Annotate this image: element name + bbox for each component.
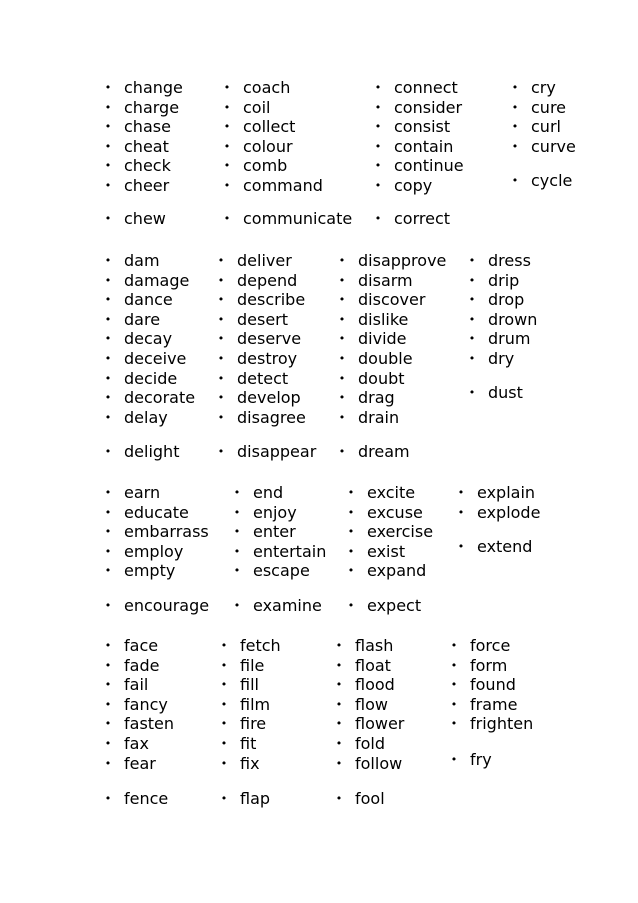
word-item: chase (124, 117, 171, 137)
word-item: fit (240, 734, 257, 753)
bullet-icon: • (223, 179, 231, 192)
bullet-icon: • (104, 391, 112, 405)
word-item: damage (124, 270, 190, 290)
word-item: enter (253, 522, 296, 542)
bullet-icon: • (223, 100, 231, 114)
bullet-icon: • (104, 544, 112, 558)
bullet-icon: • (217, 391, 225, 405)
bullet-icon: • (217, 273, 225, 287)
word-item: cheat (124, 136, 169, 156)
word-item: embarrass (124, 522, 209, 542)
word-item: flower (355, 714, 405, 734)
word-item: flap (240, 789, 271, 808)
word-item: deliver (237, 251, 292, 270)
word-item: explode (477, 502, 541, 522)
bullet-icon: • (347, 486, 355, 499)
word-item: entertain (253, 541, 327, 561)
word-item: film (240, 694, 271, 714)
word-item: deserve (237, 329, 302, 349)
bullet-icon: • (347, 525, 355, 539)
bullet-icon: • (220, 717, 228, 731)
word-item: continue (394, 156, 464, 176)
bullet-icon: • (104, 717, 112, 731)
bullet-icon: • (347, 544, 355, 558)
bullet-icon: • (468, 293, 476, 307)
word-item: check (124, 156, 171, 176)
bullet-icon: • (335, 756, 343, 770)
bullet-icon: • (233, 505, 241, 519)
bullet-icon: • (104, 410, 112, 424)
word-item: enjoy (253, 502, 297, 522)
word-item: divide (358, 329, 407, 349)
word-item: decay (124, 329, 173, 349)
word-item: cry (531, 78, 556, 97)
word-item: dislike (358, 309, 409, 329)
bullet-icon: • (104, 599, 112, 612)
bullet-icon: • (104, 525, 112, 539)
word-item: dream (358, 442, 410, 461)
word-item: dance (124, 290, 173, 310)
bullet-icon: • (450, 639, 458, 652)
bullet-icon: • (374, 81, 382, 94)
word-item: curl (531, 117, 561, 137)
word-item: dry (488, 349, 515, 368)
word-item: flow (355, 694, 388, 714)
bullet-icon: • (223, 120, 231, 134)
bullet-icon: • (338, 254, 346, 267)
word-item: cheer (124, 176, 170, 195)
word-item: collect (243, 117, 296, 137)
word-item: chew (124, 209, 166, 228)
bullet-icon: • (104, 100, 112, 114)
word-item: drag (358, 388, 395, 408)
word-item: file (240, 655, 265, 675)
word-item: drum (488, 329, 531, 349)
word-item: colour (243, 136, 293, 156)
bullet-icon: • (220, 658, 228, 672)
bullet-icon: • (217, 410, 225, 424)
word-item: consist (394, 117, 451, 137)
word-item: fold (355, 734, 386, 753)
word-item: excuse (367, 502, 423, 522)
bullet-icon: • (335, 697, 343, 711)
bullet-icon: • (217, 293, 225, 307)
word-item: flash (355, 636, 394, 655)
word-item: fire (240, 714, 267, 734)
bullet-icon: • (104, 564, 112, 578)
bullet-icon: • (223, 159, 231, 173)
word-item: fail (124, 675, 149, 695)
bullet-icon: • (220, 639, 228, 652)
bullet-icon: • (104, 312, 112, 326)
word-item: force (470, 636, 511, 655)
bullet-icon: • (220, 697, 228, 711)
bullet-icon: • (104, 120, 112, 134)
word-item: coil (243, 97, 271, 117)
bullet-icon: • (233, 564, 241, 578)
word-item: exist (367, 541, 406, 561)
word-item: connect (394, 78, 458, 97)
bullet-icon: • (104, 445, 112, 458)
bullet-icon: • (217, 312, 225, 326)
word-item: fear (124, 753, 156, 773)
word-item: consider (394, 97, 463, 117)
word-item: deceive (124, 349, 187, 368)
word-item: fasten (124, 714, 175, 734)
word-item: dust (488, 383, 523, 402)
bullet-icon: • (374, 212, 382, 225)
word-item: fancy (124, 694, 168, 714)
bullet-icon: • (104, 254, 112, 267)
bullet-icon: • (233, 599, 241, 612)
bullet-icon: • (104, 139, 112, 153)
bullet-icon: • (338, 273, 346, 287)
bullet-icon: • (104, 756, 112, 770)
bullet-icon: • (104, 737, 112, 750)
bullet-icon: • (104, 792, 112, 805)
word-item: fetch (240, 636, 281, 655)
word-item: copy (394, 176, 433, 195)
word-item: delay (124, 407, 168, 427)
word-item: disapprove (358, 251, 447, 270)
word-item: expect (367, 596, 422, 615)
word-item: escape (253, 561, 310, 581)
word-item: extend (477, 537, 533, 556)
bullet-icon: • (104, 697, 112, 711)
word-item: change (124, 78, 183, 97)
word-item: employ (124, 541, 184, 561)
bullet-icon: • (104, 273, 112, 287)
word-item: depend (237, 270, 298, 290)
bullet-icon: • (468, 332, 476, 346)
bullet-icon: • (104, 658, 112, 672)
bullet-icon: • (468, 386, 476, 399)
word-item: explain (477, 483, 536, 502)
bullet-icon: • (104, 352, 112, 365)
bullet-icon: • (217, 371, 225, 385)
word-item: cycle (531, 171, 573, 190)
word-item: disappear (237, 442, 317, 461)
word-item: encourage (124, 596, 210, 615)
bullet-icon: • (347, 505, 355, 519)
bullet-icon: • (374, 120, 382, 134)
bullet-icon: • (374, 139, 382, 153)
word-item: excite (367, 483, 416, 502)
bullet-icon: • (217, 445, 225, 458)
bullet-icon: • (335, 792, 343, 805)
word-item: drip (488, 270, 520, 290)
bullet-icon: • (335, 737, 343, 750)
bullet-icon: • (233, 544, 241, 558)
bullet-icon: • (233, 525, 241, 539)
bullet-icon: • (511, 174, 519, 187)
word-item: dam (124, 251, 160, 270)
word-item: coach (243, 78, 291, 97)
word-item: found (470, 675, 516, 695)
bullet-icon: • (220, 756, 228, 770)
word-item: fool (355, 789, 385, 808)
bullet-icon: • (104, 293, 112, 307)
bullet-icon: • (450, 717, 458, 731)
word-item: command (243, 176, 323, 195)
bullet-icon: • (220, 678, 228, 692)
bullet-icon: • (335, 678, 343, 692)
bullet-icon: • (104, 212, 112, 225)
word-item: double (358, 349, 413, 368)
word-item: earn (124, 483, 161, 502)
bullet-icon: • (104, 332, 112, 346)
bullet-icon: • (223, 139, 231, 153)
word-item: frame (470, 694, 518, 714)
bullet-icon: • (511, 81, 519, 94)
bullet-icon: • (220, 792, 228, 805)
word-item: expand (367, 561, 427, 581)
bullet-icon: • (374, 159, 382, 173)
bullet-icon: • (217, 352, 225, 365)
bullet-icon: • (457, 505, 465, 519)
word-item: desert (237, 309, 289, 329)
word-item: drown (488, 309, 538, 329)
bullet-icon: • (468, 254, 476, 267)
bullet-icon: • (374, 179, 382, 192)
bullet-icon: • (347, 599, 355, 612)
bullet-icon: • (335, 717, 343, 731)
word-item: decorate (124, 388, 196, 408)
word-item: fill (240, 675, 259, 695)
word-item: delight (124, 442, 180, 461)
word-item: follow (355, 753, 403, 773)
bullet-icon: • (450, 753, 458, 766)
bullet-icon: • (217, 332, 225, 346)
bullet-icon: • (338, 410, 346, 424)
word-item: fax (124, 734, 149, 753)
bullet-icon: • (104, 371, 112, 385)
bullet-icon: • (511, 139, 519, 153)
bullet-icon: • (220, 737, 228, 750)
word-item: fry (470, 750, 492, 769)
bullet-icon: • (338, 312, 346, 326)
bullet-icon: • (511, 100, 519, 114)
word-item: form (470, 655, 508, 675)
word-item: face (124, 636, 159, 655)
word-item: charge (124, 97, 180, 117)
word-item: disagree (237, 407, 306, 427)
word-item: drop (488, 290, 525, 310)
bullet-icon: • (338, 332, 346, 346)
word-item: describe (237, 290, 306, 310)
word-item: discover (358, 290, 426, 310)
word-item: fix (240, 753, 260, 773)
word-item: correct (394, 209, 451, 228)
bullet-icon: • (457, 486, 465, 499)
bullet-icon: • (338, 445, 346, 458)
word-item: drain (358, 407, 400, 427)
word-item: communicate (243, 209, 353, 228)
bullet-icon: • (450, 697, 458, 711)
bullet-icon: • (511, 120, 519, 134)
word-item: disarm (358, 270, 413, 290)
word-item: doubt (358, 368, 405, 388)
bullet-icon: • (450, 678, 458, 692)
bullet-icon: • (104, 179, 112, 192)
bullet-icon: • (457, 540, 465, 553)
word-item: educate (124, 502, 189, 522)
word-item: float (355, 655, 391, 675)
word-item: detect (237, 368, 289, 388)
bullet-icon: • (104, 159, 112, 173)
word-item: destroy (237, 349, 298, 368)
bullet-icon: • (450, 658, 458, 672)
bullet-icon: • (468, 312, 476, 326)
bullet-icon: • (347, 564, 355, 578)
bullet-icon: • (338, 371, 346, 385)
word-item: decide (124, 368, 178, 388)
bullet-icon: • (338, 293, 346, 307)
word-item: fade (124, 655, 160, 675)
bullet-icon: • (338, 352, 346, 365)
bullet-icon: • (335, 639, 343, 652)
bullet-icon: • (104, 486, 112, 499)
bullet-icon: • (233, 486, 241, 499)
word-item: comb (243, 156, 288, 176)
word-item: flood (355, 675, 395, 695)
bullet-icon: • (223, 81, 231, 94)
word-item: dare (124, 309, 161, 329)
bullet-icon: • (468, 352, 476, 365)
bullet-icon: • (223, 212, 231, 225)
word-item: cure (531, 97, 567, 117)
word-item: curve (531, 136, 576, 156)
word-item: contain (394, 136, 454, 156)
bullet-icon: • (468, 273, 476, 287)
bullet-icon: • (104, 81, 112, 94)
word-item: dress (488, 251, 531, 270)
bullet-icon: • (217, 254, 225, 267)
bullet-icon: • (104, 639, 112, 652)
word-item: exercise (367, 522, 434, 542)
word-item: examine (253, 596, 322, 615)
bullet-icon: • (374, 100, 382, 114)
bullet-icon: • (104, 505, 112, 519)
word-item: fence (124, 789, 169, 808)
bullet-icon: • (338, 391, 346, 405)
word-item: frighten (470, 714, 534, 734)
word-item: develop (237, 388, 301, 408)
bullet-icon: • (335, 658, 343, 672)
word-item: empty (124, 561, 176, 581)
word-item: end (253, 483, 284, 502)
bullet-icon: • (104, 678, 112, 692)
